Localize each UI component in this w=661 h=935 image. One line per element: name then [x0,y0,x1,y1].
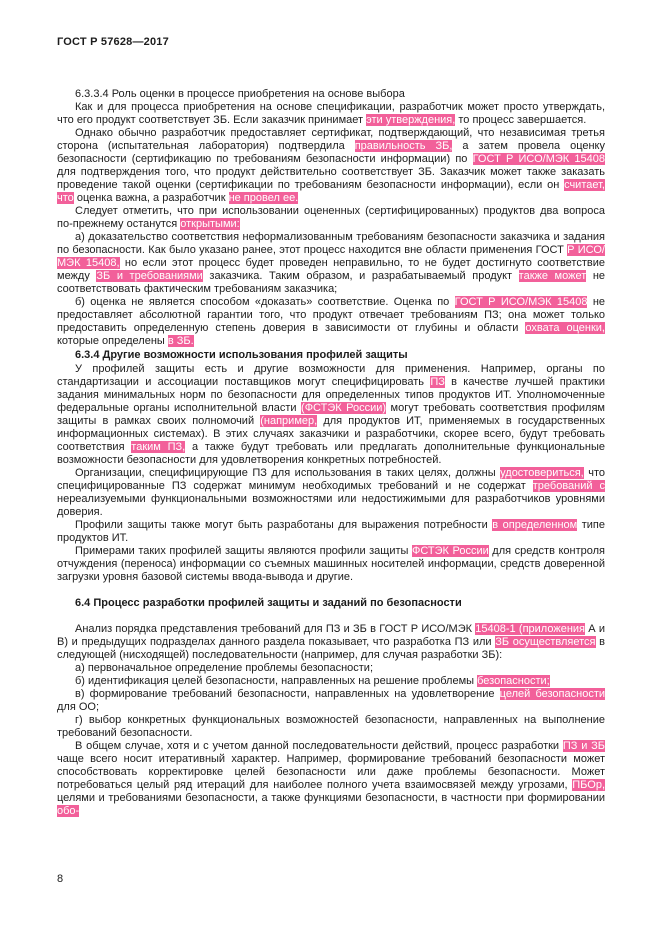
text-segment: г) выбор конкретных функциональных возможностей безопасности, направленных на выполнение требований безопасности. [57,714,605,739]
paragraph [57,714,605,740]
text-segment: Однако обычно разработчик предоставляет сертификат, подтверждающий, что независимая третья сторона (испытательная лаборатория) подтвердила [57,127,605,152]
paragraph [57,205,605,231]
text-segment: что специфицированные ПЗ содержат минимум необходимых требований и не содержат [57,467,606,492]
text-segment: В общем случае, хотя и с учетом данной последовательности действий, процесс разработки [75,740,563,752]
highlighted-segment: ФСТЭК России [411,545,489,557]
document-header: ГОСТ Р 57628—2017 [57,36,169,48]
text-segment: то процесс завершается. [455,114,587,126]
text-segment: а также будут требовать или предлагать дополнительные функциональные возможности безопасности для удовлетворения конкретных потребностей. [57,441,605,466]
text-segment: могут требовать соответствия профилям защиты в рамках своих полномочий [57,402,605,427]
highlighted-segment: ПЗ и ЗБ [562,740,605,752]
text-segment: Профили защиты также могут быть разработаны для выражения потребности [75,519,493,531]
text-segment: нереализуемыми функциональными возможностями или недостижимыми для разработчиков уровнями доверия. [57,493,605,518]
paragraph [57,363,605,467]
text-segment: оценка важна, а разработчик [73,192,229,204]
text-segment: 6.3.4 Другие возможности использования профилей защиты [75,349,408,361]
text-segment: не предоставляет абсолютной гарантии того, что продукт отвечает требованиям ПЗ; она может только предоставить определенную степень доверия в зависимости от глубины и области [57,296,606,334]
text-segment: Следует отметить, что при использовании оцененных (сертифицированных) продуктов два вопроса по-прежнему останутся [57,205,605,230]
paragraph [57,231,605,296]
text-segment: в качестве лучшей практики задания минимальных норм по безопасности для определенных типов продуктов ИТ. Уполномоченные федеральные органы исполнительной власти [57,376,605,414]
text-segment: не соответствовать фактическим требованиям заказчика; [57,270,606,295]
highlighted-segment: охвата оценки, [525,322,605,334]
heading [57,597,605,610]
paragraph [57,623,605,662]
highlighted-segment: ГОСТ Р ИСО/МЭК 15408 [472,153,605,165]
paragraph [57,740,605,818]
text-segment: Организации, специфицирующие ПЗ для использования в таких целях, должны [75,467,501,479]
text-segment: У профилей защиты есть и другие возможности для применения. Например, органы по стандартизации и ассоциации поставщиков могут специфицировать [57,363,605,388]
highlighted-segment: не провел ее. [228,192,299,204]
highlighted-segment: 15408-1 (приложения [475,623,585,635]
text-segment: А и В) и предыдущих подразделах данного раздела показывает, что разработка ПЗ или [57,623,606,648]
text-segment: которые определены [57,335,168,347]
paragraph [57,467,605,519]
text-segment: типе продуктов ИТ. [57,519,605,544]
paragraph [57,101,605,127]
text-segment: Как и для процесса приобретения на основе спецификации, разработчик может просто утверждать, что его продукт соответствует ЗБ. Если заказчик принимает [57,101,605,126]
text-segment: а) доказательство соответствия неформализованным требованиям безопасности заказчика и задания по безопасности. Как было указано ранее, этот процесс находится вне области применения ГОСТ [57,231,605,256]
highlighted-segment: ГОСТ Р ИСО/МЭК 15408 [454,296,588,308]
highlighted-segment: открытыми: [180,218,240,230]
highlighted-segment: ЗБ осуществляется [495,636,596,648]
paragraph [57,296,605,348]
highlighted-segment: безопасности; [477,675,550,687]
text-segment: но если этот процесс будет проведен неправильно, то не будет достигнуто соответствие между [57,257,605,282]
text-segment: целями и требованиями безопасности, а также функциями безопасности, в частности при формировании [57,792,605,804]
text-segment: Примерами таких профилей защиты являются профили защиты [75,545,412,557]
text-segment: б) идентификация целей безопасности, направленных на решение проблемы [75,675,478,687]
highlighted-segment: ПБОр, [572,779,605,791]
text-segment: 6.4 Процесс разработки профилей защиты и заданий по безопасности [75,597,462,609]
highlighted-segment: обо- [57,805,80,817]
paragraph [57,127,605,205]
paragraph [57,88,605,101]
text-segment: в) формирование требований безопасности, направленных на удовлетворение [75,688,500,700]
heading [57,349,605,362]
document-body [57,88,605,818]
highlighted-segment: правильность ЗБ, [354,140,453,152]
text-segment: а затем провела оценку безопасности (сертификацию по требованиям безопасности информации) по [57,140,605,165]
text-segment: в следующей (нисходящей) последовательности (например, для случая разработки ЗБ): [57,636,605,661]
text-segment: б) оценка не является способом «доказать» соответствие. Оценка по [75,296,455,308]
paragraph [57,675,605,688]
text-segment: для ОО; [57,701,100,713]
text-segment: Анализ порядка представления требований для ПЗ и ЗБ в ГОСТ Р ИСО/МЭК [75,623,476,635]
text-segment: 6.3.3.4 Роль оценки в процессе приобретения на основе выбора [75,88,405,100]
highlighted-segment: в ЗБ. [167,335,194,347]
paragraph [57,519,605,545]
highlighted-segment: (например, [260,415,318,427]
text-segment: для средств контроля отчуждения (переноса) информации со съемных машинных носителей информации, средств доверенной загрузки уровня базовой системы ввода-вывода и другие. [57,545,606,583]
highlighted-segment: также может [518,270,587,282]
text-segment: для продуктов ИТ, применяемых в государственных информационных системах). В этих случаях заказчики и разработчики, скорее всего, будут требовать соответствия [57,415,605,453]
highlighted-segment: в определенном [492,519,578,531]
highlighted-segment: ЗБ и требованиями [96,270,203,282]
highlighted-segment: таким ПЗ, [131,441,186,453]
highlighted-segment: считает, что [57,179,605,204]
paragraph [57,662,605,675]
page-number: 8 [57,873,64,885]
text-segment: а) первоначальное определение проблемы безопасности; [75,662,374,674]
highlighted-segment: требований с [532,480,606,492]
text-segment: для подтверждения того, что продукт действительно соответствует ЗБ. Заказчик может также заказать проведение такой оценки (сертификации по требованиям безопасности информации), если он [57,166,605,191]
highlighted-segment: (ФСТЭК России) [301,402,387,414]
highlighted-segment: удостовериться, [500,467,584,479]
highlighted-segment: эти утверждения, [366,114,456,126]
highlighted-segment: целей безопасности [499,688,605,700]
text-segment: заказчика. Таким образом, и разрабатываемый продукт [202,270,519,282]
paragraph [57,688,605,714]
highlighted-segment: ПЗ [430,376,445,388]
paragraph [57,545,605,584]
text-segment: чаще всего носит итеративный характер. Например, формирование требований безопасности может способствовать корректировке целей безопасности или даже проблемы безопасности. Может потребоваться целый ряд итераций для наиболее полного учета взаимосвязей между угрозами, [57,753,605,791]
highlighted-segment: Р ИСО/МЭК 15408, [57,244,605,269]
